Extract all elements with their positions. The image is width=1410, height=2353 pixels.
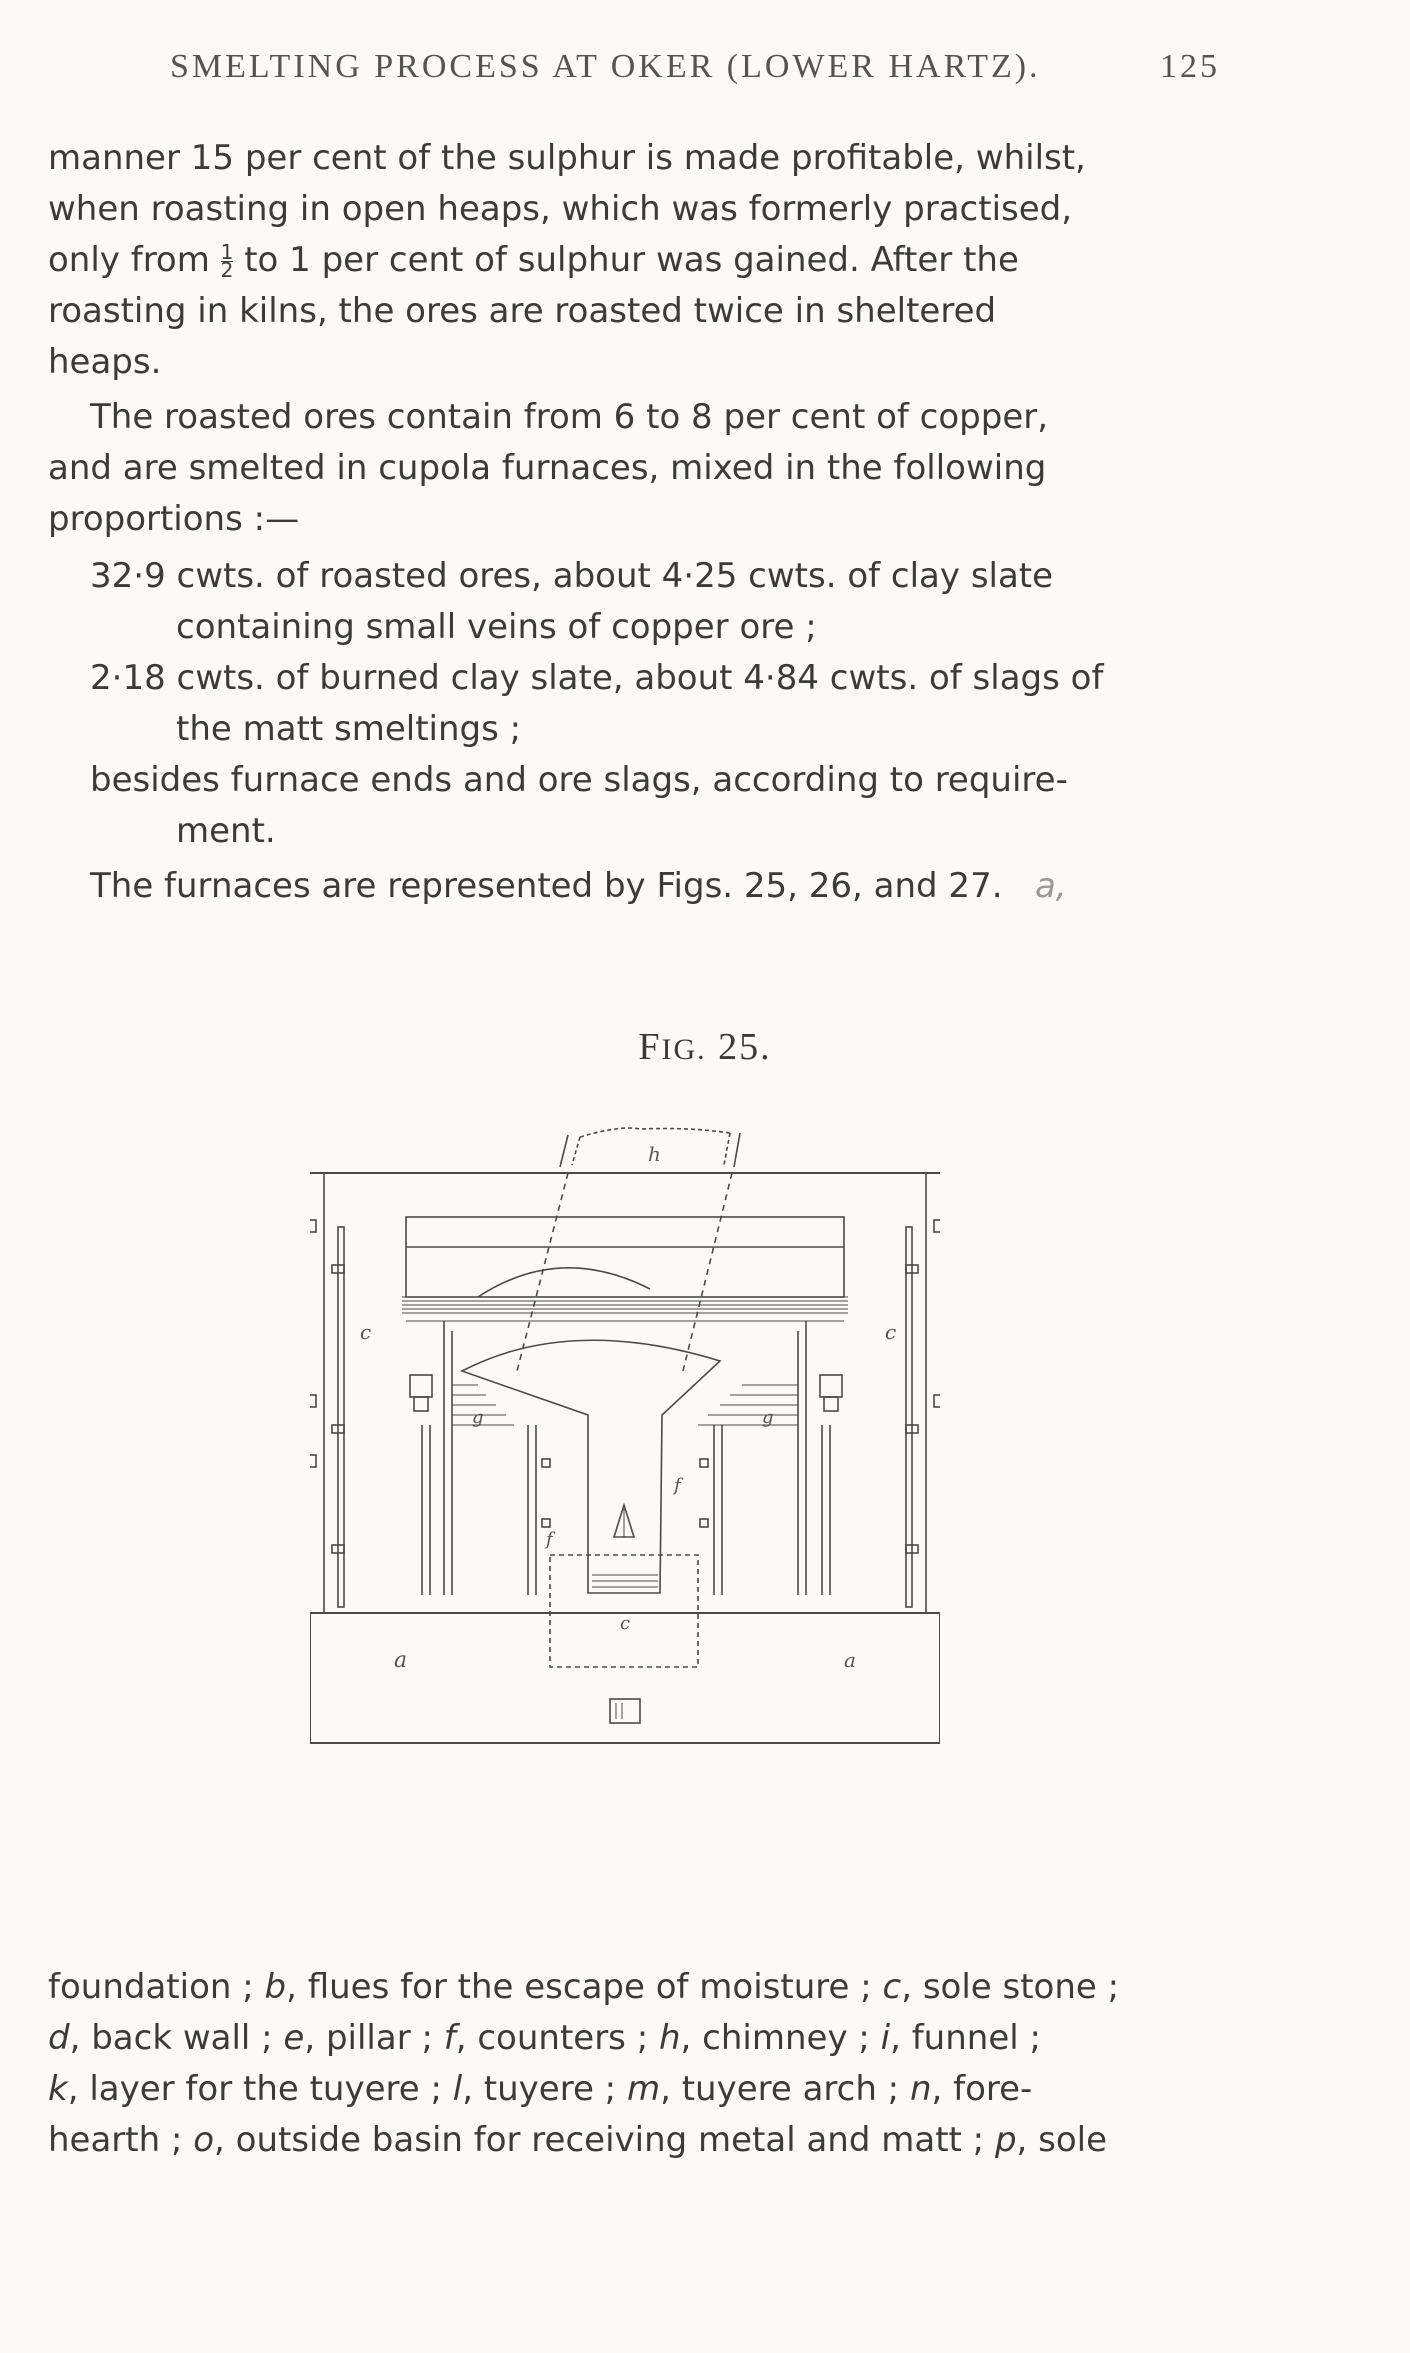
legend-text: , chimney ; [680, 2018, 881, 2058]
text-span: The furnaces are represented by Figs. 25, 26, and 27. [90, 866, 1003, 906]
legend-text: , counters ; [455, 2018, 659, 2058]
legend-letter: l [452, 2069, 463, 2109]
caption-number: 25. [718, 1026, 772, 1068]
list-item-continuation [48, 602, 1211, 653]
label-c-left: c [360, 1320, 372, 1344]
legend-letter: b [264, 1967, 287, 2007]
caption-initial: F [638, 1026, 662, 1068]
text-span: heaps. [48, 342, 162, 382]
legend-letter: d [48, 2018, 70, 2058]
hatched-band [402, 1297, 848, 1321]
legend-text: , sole stone ; [901, 1967, 1120, 2007]
list-item [48, 755, 1211, 806]
text-span: roasting in kilns, the ores are roasted twice in sheltered [48, 291, 997, 331]
text-span: when roasting in open heaps, which was formerly practised, [48, 189, 1073, 229]
label-a-right: a [844, 1648, 856, 1672]
outer-frame [310, 1173, 940, 1613]
funnel-hatch [452, 1385, 798, 1425]
legend-text: , flues for the escape of moisture ; [286, 1967, 883, 2007]
left-pillar [310, 1220, 344, 1607]
label-f-left: f [546, 1529, 553, 1550]
text-span: and are smelted in cupola furnaces, mixed in the following [48, 448, 1047, 488]
figure-legend [48, 1962, 1211, 2166]
upper-arch [478, 1268, 650, 1297]
text-line [48, 494, 1211, 545]
legend-letter: k [48, 2069, 68, 2109]
list-item-continuation [48, 806, 1211, 857]
legend-text: , sole [1016, 2120, 1108, 2160]
legend-text: , fore- [931, 2069, 1033, 2109]
text-line [48, 861, 1211, 912]
tuyere-boxes [410, 1375, 842, 1527]
legend-letter: m [626, 2069, 661, 2109]
text-span: a, [1034, 866, 1067, 906]
fraction-numerator: 1 [220, 240, 234, 264]
furnace-drawing [310, 1125, 940, 1930]
hearth-hatch [592, 1575, 658, 1587]
legend-letter: f [443, 2018, 456, 2058]
text-span: ment. [176, 811, 276, 851]
legend-letter: e [283, 2018, 305, 2058]
label-g-right: g [762, 1407, 774, 1428]
chimney-lines [516, 1173, 732, 1375]
text-span: only from [48, 240, 210, 280]
list-item [48, 551, 1211, 602]
caption-smallcaps: IG. [661, 1033, 707, 1066]
legend-text: , funnel ; [890, 2018, 1041, 2058]
legend-letter: p [994, 2120, 1017, 2160]
legend-text: , tuyere ; [462, 2069, 627, 2109]
text-span: besides furnace ends and ore slags, according to require- [90, 760, 1068, 800]
inner-chamber-top [406, 1217, 844, 1297]
furnace-diagram [310, 1125, 940, 1930]
legend-line [48, 1962, 1211, 2013]
text-line [48, 235, 1211, 286]
legend-text: , tuyere arch ; [660, 2069, 910, 2109]
label-f-right: f [674, 1475, 681, 1496]
label-c-right: c [885, 1320, 897, 1344]
label-a-left: a [394, 1648, 408, 1673]
legend-text: , outside basin for receiving metal and matt ; [214, 2120, 995, 2160]
legend-letter: c [882, 1967, 902, 2007]
fraction [220, 240, 234, 282]
body-text [48, 133, 1211, 912]
legend-line [48, 2013, 1211, 2064]
legend-text: , back wall ; [69, 2018, 284, 2058]
drain-opening [610, 1699, 640, 1723]
text-line [48, 133, 1211, 184]
text-line [48, 392, 1211, 443]
fraction-denominator: 2 [220, 258, 234, 282]
label-h: h [648, 1142, 661, 1166]
figure-caption [0, 1025, 1410, 1069]
legend-line [48, 2115, 1211, 2166]
legend-text: , layer for the tuyere ; [67, 2069, 453, 2109]
running-title: SMELTING PROCESS AT OKER (LOWER HARTZ). [170, 48, 1041, 85]
label-c-sole: c [620, 1613, 631, 1634]
legend-text: , pillar ; [304, 2018, 444, 2058]
legend-letter: o [193, 2120, 215, 2160]
text-span: 32·9 cwts. of roasted ores, about 4·25 cwts. of clay slate [90, 556, 1054, 596]
text-line [48, 443, 1211, 494]
list-item [48, 653, 1211, 704]
hearth-dashed [550, 1555, 698, 1667]
legend-text: foundation ; [48, 1967, 265, 2007]
label-g-left: g [472, 1407, 484, 1428]
text-span: to 1 per cent of sulphur was gained. After the [244, 240, 1019, 280]
right-pillar [906, 1220, 940, 1607]
page-number: 125 [1160, 48, 1220, 85]
text-span: the matt smeltings ; [176, 709, 522, 749]
text-span: 2·18 cwts. of burned clay slate, about 4·84 cwts. of slags of [90, 658, 1104, 698]
legend-letter: n [909, 2069, 932, 2109]
list-item-continuation [48, 704, 1211, 755]
text-line [48, 337, 1211, 388]
legend-text: hearth ; [48, 2120, 194, 2160]
legend-letter: h [658, 2018, 681, 2058]
text-line [48, 286, 1211, 337]
text-line [48, 184, 1211, 235]
text-span: containing small veins of copper ore ; [176, 607, 817, 647]
text-span: manner 15 per cent of the sulphur is made profitable, whilst, [48, 138, 1086, 178]
legend-letter: i [880, 2018, 891, 2058]
legend-line [48, 2064, 1211, 2115]
shaft-walls-outer [444, 1321, 806, 1595]
text-span: proportions :— [48, 499, 300, 539]
text-span: The roasted ores contain from 6 to 8 per cent of copper, [90, 397, 1049, 437]
